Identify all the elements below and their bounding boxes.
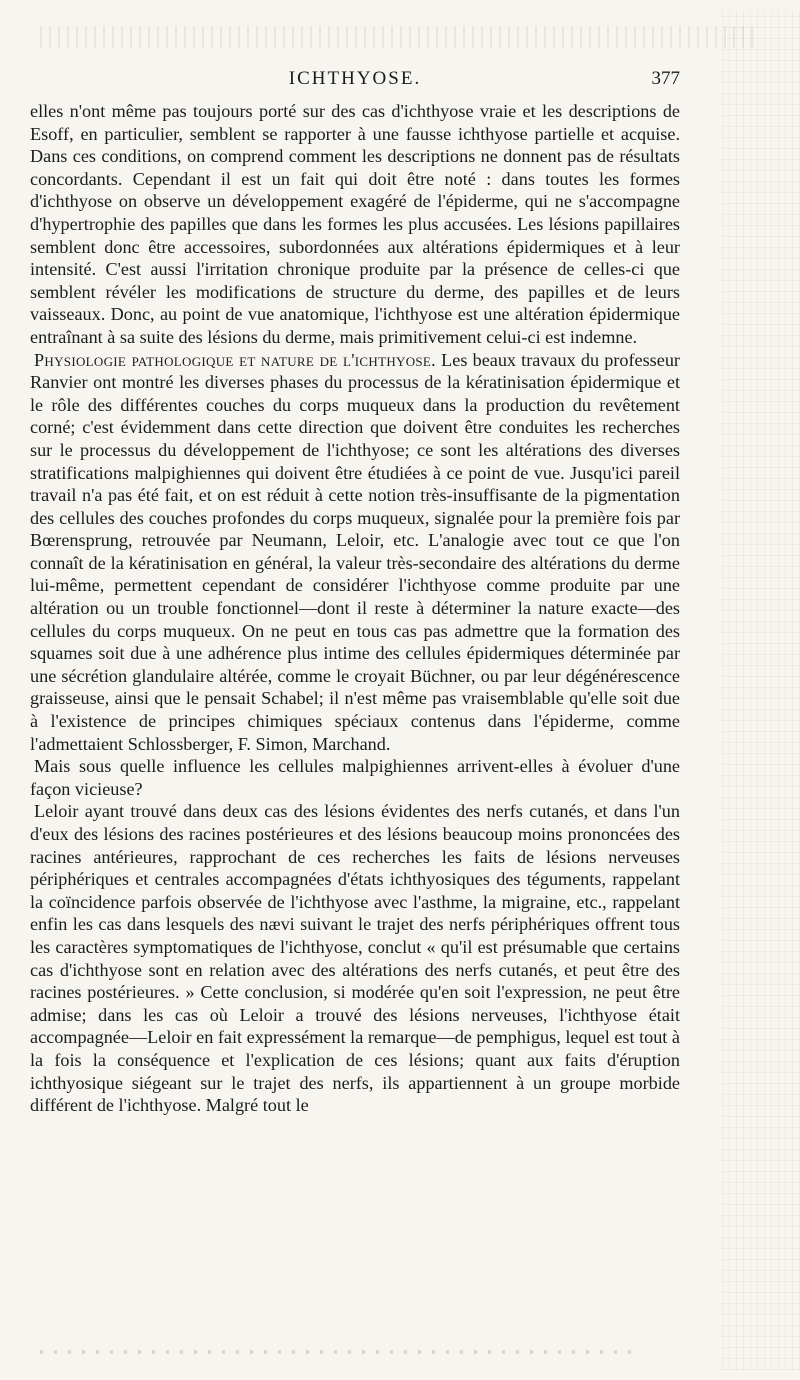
paragraph-3: Mais sous quelle influence les cellules malpighiennes arrivent-elles à évoluer d'une façon vicieuse? (30, 756, 680, 799)
paragraph-4: Leloir ayant trouvé dans deux cas des lésions évidentes des nerfs cutanés, et dans l'un d'eux des lésions des racines postérieures et des lésions beaucoup moins prononcées des racines antérieures, rapprochant de ces recherches les faits de lésions nerveuses périphériques et centrales accompagnées d'états ichthyosiques des téguments, rappelant la coïncidence parfois observée de l'ichthyose avec l'asthme, la migraine, etc., rappelant enfin les cas dans lesquels des nævi suivant le trajet des nerfs périphériques offrent tous les caractères symptomatiques de l'ichthyose, conclut « qu'il est présumable que certains cas d'ichthyose sont en relation avec des altérations des nerfs cutanés, et peut être des racines postérieures. » Cette conclusion, si modérée qu'en soit l'expression, ne peut être admise; dans les cas où Leloir a trouvé des lésions nerveuses, l'ichthyose était accompagnée—Leloir en fait expressément la remarque—de pemphigus, lequel est tout à la fois la conséquence et l'explication de ces lésions; quant aux faits d'éruption ichthyosique siégeant sur le trajet des nerfs, ils appartiennent à un groupe morbide différent de l'ichthyose. Malgré tout le (30, 801, 680, 1116)
scan-margin-right (722, 10, 800, 1370)
body-text (30, 100, 680, 1117)
paragraph-2-text: Les beaux travaux du professeur Ranvier ont montré les diverses phases du processus de la kératinisation épidermique et le rôle des différentes couches du corps muqueux dans la production du revêtement corné; c'est évidemment dans cette direction que doivent être conduites les recherches sur le processus du développement de l'ichthyose; ce sont les altérations des diverses stratifications malpighiennes qui doivent être étudiées à ce point de vue. Jusqu'ici pareil travail n'a pas été fait, et on est réduit à cette notion très-insuffisante de la pigmentation des cellules des couches profondes du corps muqueux, signalée pour la première fois par Bœrensprung, retrouvée par Neumann, Leloir, etc. L'analogie avec tout ce que l'on connaît de la kératinisation en général, la valeur très-secondaire des altérations du derme lui-même, permettent cependant de considérer l'ichthyose comme produite par une altération ou un trouble fonctionnel—dont il reste à déterminer la nature exacte—des cellules du corps muqueux. On ne peut en tous cas pas admettre que la formation des squames soit due à une adhérence plus intime des cellules épidermiques déterminée par une sécrétion glandulaire altérée, comme le croyait Büchner, ou par leur dégénérescence graisseuse, ainsi que le pensait Schabel; il n'est même pas vraisemblable qu'elle soit due à l'existence de principes chimiques spéciaux contenus dans l'épiderme, comme l'admettaient Schlossberger, F. Simon, Marchand. (30, 349, 680, 754)
scan-noise-top (40, 26, 760, 48)
section-heading: Physiologie pathologique et nature de l'ichthyose. (34, 349, 437, 370)
page-header (30, 68, 680, 98)
page-number: 377 (651, 68, 680, 89)
running-head: ICHTHYOSE. (288, 68, 422, 89)
paragraph-1: elles n'ont même pas toujours porté sur des cas d'ichthyose vraie et les descriptions de Esoff, en particulier, semblent se rapporter à une fausse ichthyose partielle et acquise. Dans ces conditions, on comprend comment les descriptions ne donnent pas de résultats concordants. Cependant il est un fait qui doit être noté : dans toutes les formes d'ichthyose on observe un développement exagéré de l'épiderme, qui ne s'accompagne d'hypertrophie des papilles que dans les formes les plus accusées. Les lésions papillaires semblent donc être accessoires, subordonnées aux altérations épidermiques et à leur intensité. C'est aussi l'irritation chronique produite par la présence de celles-ci que semblent révéler les modifications de structure du derme, des papilles et de leurs vaisseaux. Donc, au point de vue anatomique, l'ichthyose est une altération épidermique entraînant à sa suite des lésions du derme, mais primitivement celui-ci est indemne. (30, 101, 680, 347)
scan-noise-bottom (40, 1350, 640, 1354)
paragraph-2 (30, 349, 680, 756)
